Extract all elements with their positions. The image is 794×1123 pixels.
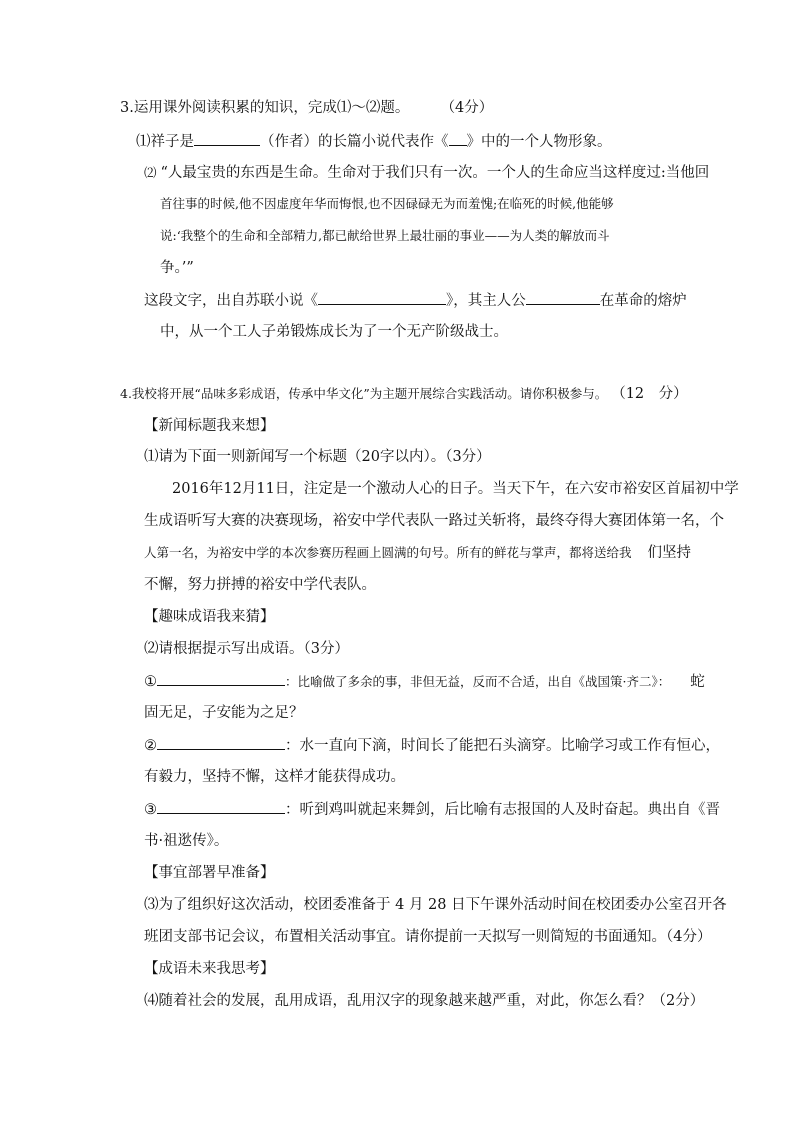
idiom-item-2 <box>144 735 720 756</box>
q3-part2-line3: 说:‘我整个的生命和全部精力,都已献给世界上最壮丽的事业——为人类的解放而斗 <box>160 228 610 243</box>
protagonist-blank[interactable] <box>526 290 600 305</box>
news-line-3 <box>144 543 691 563</box>
q3-part2-line4: 争。’” <box>160 260 194 276</box>
idiom-1-num: ① <box>144 674 157 690</box>
idiom-2-num: ② <box>144 738 157 754</box>
q4-sub2: ⑵请根据提示写出成语。（3分） <box>144 641 349 657</box>
q3-part1 <box>136 131 612 152</box>
q3-part2-line1 <box>144 163 709 183</box>
idiom-item-3 <box>144 799 720 820</box>
q4-score: （12 分） <box>611 386 688 402</box>
idiom-1-blank[interactable] <box>157 671 285 686</box>
idiom-3-hint: ：听到鸡叫就起来舞剑，后比喻有志报国的人及时奋起。典出自《晋 <box>285 802 720 818</box>
news-line-3-main: 人第一名，为裕安中学的本次参赛历程画上圆满的句号。所有的鲜花与掌声，都将送给我 <box>144 545 632 560</box>
news-line-3-tail: 们坚持 <box>647 545 691 561</box>
author-answer-blank[interactable] <box>194 131 260 146</box>
q3-part2-num: ⑵ <box>144 165 157 180</box>
q3-part3-prefix: 这段文字，出自苏联小说《 <box>144 293 318 309</box>
q3-part3-line1 <box>144 290 687 311</box>
q3-score: （4分） <box>440 100 494 116</box>
heading-news-title: 【新闻标题我来想】 <box>144 418 275 434</box>
idiom-1-line2: 固无足，子安能为之足？ <box>144 705 304 721</box>
idiom-2-blank[interactable] <box>157 735 285 750</box>
idiom-item-1 <box>144 671 705 692</box>
q3-part1-suffix: 》中的一个人物形象。 <box>466 134 612 150</box>
q4-sub4: ⑷随着社会的发展，乱用成语，乱用汉字的现象越来越严重，对此，你怎么看？（2分） <box>144 993 705 1009</box>
q3-part1-middle: （作者）的长篇小说代表作《 <box>260 134 449 150</box>
idiom-2-hint: ：水一直向下滴，时间长了能把石头滴穿。比喻学习或工作有恒心， <box>285 738 720 754</box>
q3-part2-line2: 首往事的时候,他不因虚度年华而悔恨,也不因碌碌无为而羞愧;在临死的时候,他能够 <box>160 196 614 211</box>
idiom-1-tail: 蛇 <box>690 674 705 690</box>
q3-part1-prefix: ⑴祥子是 <box>136 134 194 150</box>
idiom-3-line2: 书·祖逖传》。 <box>144 833 229 849</box>
q4-title-line <box>120 384 688 404</box>
news-line-4: 不懈，努力拼搏的裕安中学代表队。 <box>144 577 376 593</box>
soviet-novel-blank[interactable] <box>318 290 446 305</box>
q4-sub3-line2: 班团支部书记会议，布置相关活动事宜。请你提前一天拟写一则简短的书面通知。（4分） <box>144 929 712 945</box>
q3-part3-line2: 中，从一个工人子弟锻炼成长为了一个无产阶级战士。 <box>160 324 508 340</box>
q3-part2-text-l1: “人最宝贵的东西是生命。生命对于我们只有一次。一个人的生命应当这样度过:当他回 <box>160 165 710 181</box>
novel-title-blank[interactable] <box>449 131 467 146</box>
idiom-1-hint: ：比喻做了多余的事，非但无益，反而不合适，出自《战国策·齐二》： <box>285 674 671 689</box>
idiom-3-num: ③ <box>144 802 157 818</box>
idiom-2-line2: 有毅力，坚持不懈，这样才能获得成功。 <box>144 769 405 785</box>
heading-idiom-guess: 【趣味成语我来猜】 <box>144 609 275 625</box>
heading-future-thinking: 【成语未来我思考】 <box>144 961 275 977</box>
q4-sub3-line1: ⑶为了组织好这次活动，校团委准备于 4 月 28 日下午课外活动时间在校团委办公室召开各 <box>144 897 727 913</box>
news-line-2: 生成语听写大赛的决赛现场，裕安中学代表队一路过关斩将，最终夺得大赛团体第一名，个 <box>144 513 724 529</box>
q4-sub1: ⑴请为下面一则新闻写一个标题（20字以内）。（3分） <box>144 449 491 465</box>
q4-title: 4.我校将开展“品味多彩成语，传承中华文化”为主题开展综合实践活动。请你积极参与。 <box>120 386 608 401</box>
news-line-1: 2016年12月11日，注定是一个激动人心的日子。当天下午，在六安市裕安区首届初中学 <box>172 481 739 497</box>
q3-title-line <box>120 98 493 118</box>
idiom-3-blank[interactable] <box>157 799 285 814</box>
q3-part3-middle: 》，其主人公 <box>446 293 526 309</box>
heading-arrangement: 【事宜部署早准备】 <box>144 865 275 881</box>
q3-part3-suffix: 在革命的熔炉 <box>599 293 687 309</box>
q3-title: 3.运用课外阅读积累的知识，完成⑴～⑵题。 <box>120 100 410 116</box>
